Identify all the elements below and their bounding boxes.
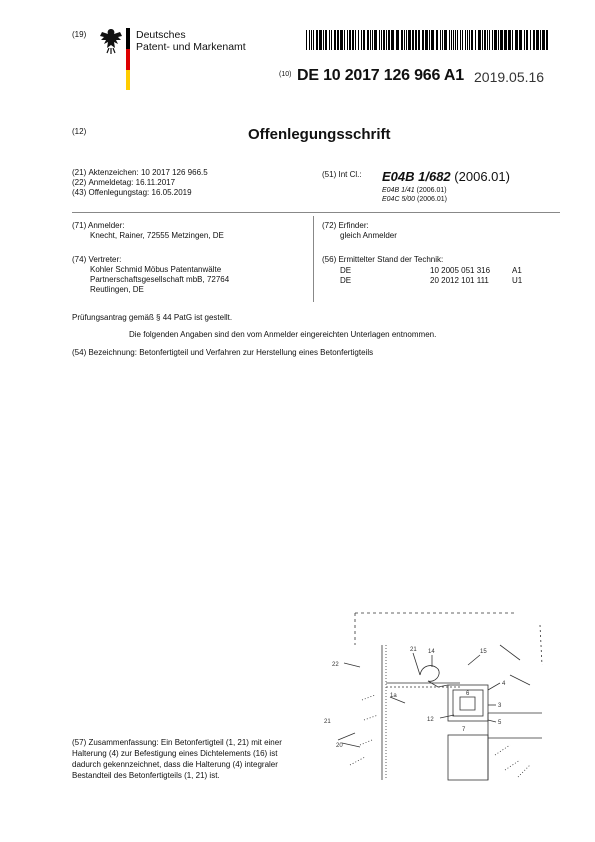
- barcode-bar: [469, 30, 470, 50]
- barcode-bar: [408, 30, 411, 50]
- barcode-bar: [457, 30, 458, 50]
- barcode-bar: [379, 30, 380, 50]
- figure-label-14: 14: [428, 649, 435, 655]
- abstract: [72, 737, 312, 781]
- int-cl-label: Int Cl.:: [338, 170, 362, 179]
- barcode-bar: [494, 30, 497, 50]
- barcode-bar: [334, 30, 336, 50]
- int-cl-year: (2006.01): [417, 196, 448, 203]
- rep-line: Partnerschaftsgesellschaft mbB, 72764: [90, 275, 230, 284]
- barcode-bar: [442, 30, 443, 50]
- prior-art-row: [322, 266, 552, 276]
- figure-label-1a: 1a: [390, 693, 397, 699]
- barcode-bar: [431, 30, 434, 50]
- int-cl-class: E04C 5/00: [382, 196, 416, 203]
- bib-code: (22): [72, 178, 87, 187]
- designation-label: Bezeichnung:: [88, 348, 137, 357]
- rep-line: Kohler Schmid Möbus Patentanwälte: [90, 265, 222, 274]
- barcode-bar: [391, 30, 394, 50]
- barcode-bar: [487, 30, 488, 50]
- barcode-bar: [344, 30, 345, 50]
- barcode-bar: [418, 30, 420, 50]
- bib-label: Anmeldetag:: [88, 178, 134, 187]
- int-cl-year: (2006.01): [416, 187, 447, 194]
- barcode-bar: [372, 30, 373, 50]
- barcode-bar: [425, 30, 428, 50]
- prior-kind: U1: [512, 276, 523, 285]
- barcode-bar: [388, 30, 390, 50]
- barcode-bar: [504, 30, 507, 50]
- designation-code: (54): [72, 348, 87, 357]
- bib-row-22: [72, 178, 208, 188]
- publication-date: 16.05.2019: [151, 188, 192, 197]
- barcode-bar: [404, 30, 405, 50]
- barcode-bar: [500, 30, 503, 50]
- barcode-bar: [331, 30, 332, 50]
- int-cl-class: E04B 1/41: [382, 187, 415, 194]
- prior-kind: A1: [512, 266, 522, 275]
- int-cl-others: [382, 186, 447, 204]
- barcode-bar: [519, 30, 522, 50]
- column-divider: [313, 216, 314, 302]
- code-19: (19): [72, 30, 87, 39]
- federal-eagle-icon: [98, 27, 124, 60]
- barcode-bar: [422, 30, 424, 50]
- figure-label-12: 12: [427, 717, 434, 723]
- applicant-code: (71): [72, 221, 87, 230]
- barcode-bar: [536, 30, 539, 50]
- prior-number: 20 2012 101 111: [430, 276, 489, 285]
- barcode-bar: [462, 30, 463, 50]
- barcode-bar: [526, 30, 528, 50]
- bib-code: (21): [72, 168, 87, 177]
- prior-art-block: [322, 255, 552, 286]
- barcode-bar: [482, 30, 483, 50]
- rep-code: (74): [72, 255, 87, 264]
- barcode: [306, 30, 550, 50]
- bib-label: Aktenzeichen:: [88, 168, 139, 177]
- barcode-bar: [337, 30, 339, 50]
- barcode-bar: [383, 30, 385, 50]
- patent-figure: [320, 605, 550, 785]
- code-10: (10): [279, 71, 292, 78]
- barcode-bar: [401, 30, 403, 50]
- int-cl-number: (51): [322, 170, 337, 179]
- bib-left: [72, 168, 208, 198]
- designation-text: Betonfertigteil und Verfahren zur Herstellung eines Betonfertigteils: [139, 348, 374, 357]
- barcode-bar: [530, 30, 531, 50]
- int-cl-main-class: E04B 1/682: [382, 169, 451, 184]
- barcode-bar: [313, 30, 314, 50]
- barcode-bar: [451, 30, 452, 50]
- figure-label-3: 3: [498, 703, 502, 709]
- representative-block: [72, 255, 229, 295]
- barcode-bar: [449, 30, 450, 50]
- barcode-bar: [347, 30, 348, 50]
- abstract-line: (57) Zusammenfassung: Ein Betonfertigteil (1, 21) mit einer: [72, 738, 282, 747]
- filing-date: 16.11.2017: [135, 178, 176, 187]
- barcode-bar: [352, 30, 354, 50]
- figure-label-22: 22: [332, 662, 339, 668]
- barcode-bar: [436, 30, 438, 50]
- barcode-bar: [475, 30, 476, 50]
- barcode-bar: [444, 30, 447, 50]
- barcode-bar: [412, 30, 414, 50]
- figure-label-5: 5: [498, 720, 502, 726]
- figure-label-4: 4: [502, 681, 506, 687]
- info-note: Die folgenden Angaben sind den vom Anmelder eingereichten Unterlagen entnommen.: [129, 330, 437, 339]
- figure-label-7: 7: [462, 727, 466, 733]
- figure-label-21b: 21: [324, 719, 331, 725]
- page-title: Offenlegungsschrift: [248, 126, 391, 143]
- exam-request: Prüfungsantrag gemäß § 44 PatG ist gestellt.: [72, 313, 233, 322]
- prior-art-row: [322, 276, 552, 286]
- barcode-bar: [508, 30, 511, 50]
- barcode-bar: [478, 30, 481, 50]
- abstract-line: Bestandteil des Betonfertigteils (1, 21) ist.: [72, 771, 220, 780]
- document-date: 2019.05.16: [474, 69, 545, 85]
- barcode-bar: [455, 30, 456, 50]
- barcode-bar: [306, 30, 307, 50]
- barcode-bar: [325, 30, 327, 50]
- barcode-bar: [460, 30, 461, 50]
- barcode-bar: [309, 30, 310, 50]
- int-cl-main-year: (2006.01): [454, 169, 510, 184]
- application-number: 10 2017 126 966.5: [140, 168, 208, 177]
- barcode-bar: [484, 30, 486, 50]
- barcode-bar: [429, 30, 430, 50]
- bib-label: Offenlegungstag:: [88, 188, 150, 197]
- barcode-bar: [498, 30, 499, 50]
- barcode-bar: [311, 30, 312, 50]
- int-cl-main: [382, 169, 510, 184]
- bib-code: (43): [72, 188, 87, 197]
- barcode-bar: [329, 30, 330, 50]
- barcode-bar: [374, 30, 377, 50]
- barcode-bar: [467, 30, 468, 50]
- barcode-bar: [471, 30, 473, 50]
- barcode-bar: [512, 30, 513, 50]
- inventor-label: Erfinder:: [338, 221, 369, 230]
- barcode-bar: [358, 30, 359, 50]
- barcode-bar: [355, 30, 356, 50]
- prior-code: (56): [322, 255, 337, 264]
- rep-line: Reutlingen, DE: [90, 285, 144, 294]
- flag-bar: [126, 28, 130, 90]
- barcode-bar: [386, 30, 387, 50]
- office-line-2: Patent- und Markenamt: [136, 41, 246, 53]
- barcode-bar: [381, 30, 382, 50]
- barcode-bar: [367, 30, 369, 50]
- barcode-bar: [415, 30, 417, 50]
- barcode-bar: [453, 30, 454, 50]
- barcode-bar: [524, 30, 525, 50]
- applicant-block: [72, 221, 224, 241]
- barcode-bar: [349, 30, 351, 50]
- divider: [72, 212, 560, 213]
- barcode-bar: [533, 30, 535, 50]
- barcode-bar: [465, 30, 466, 50]
- code-12: (12): [72, 127, 87, 136]
- barcode-bar: [323, 30, 324, 50]
- office-name: [136, 29, 246, 53]
- figure-label-6: 6: [466, 691, 470, 697]
- int-cl-code: [322, 170, 362, 180]
- barcode-bar: [370, 30, 371, 50]
- inventor-block: [322, 221, 397, 241]
- inventor-name: gleich Anmelder: [340, 231, 397, 240]
- barcode-bar: [316, 30, 318, 50]
- office-line-1: Deutsches: [136, 29, 186, 41]
- abstract-line: Halterung (4) zur Befestigung eines Dichtelements (16) ist: [72, 749, 278, 758]
- applicant-name: Knecht, Rainer, 72555 Metzingen, DE: [90, 231, 224, 240]
- document-number: DE 10 2017 126 966 A1: [297, 67, 464, 84]
- barcode-bar: [540, 30, 541, 50]
- figure-label-15: 15: [480, 649, 487, 655]
- designation: [72, 348, 373, 358]
- bib-row-21: [72, 168, 208, 178]
- barcode-bar: [546, 30, 548, 50]
- rep-label: Vertreter:: [88, 255, 122, 264]
- barcode-bar: [542, 30, 545, 50]
- barcode-bar: [489, 30, 490, 50]
- prior-label: Ermittelter Stand der Technik:: [338, 255, 444, 264]
- barcode-bar: [361, 30, 362, 50]
- applicant-label: Anmelder:: [88, 221, 125, 230]
- prior-number: 10 2005 051 316: [430, 266, 491, 275]
- figure-label-21: 21: [410, 647, 417, 653]
- barcode-bar: [406, 30, 407, 50]
- inventor-code: (72): [322, 221, 337, 230]
- barcode-bar: [363, 30, 365, 50]
- barcode-bar: [492, 30, 493, 50]
- prior-country: DE: [340, 276, 352, 285]
- barcode-bar: [515, 30, 518, 50]
- barcode-bar: [396, 30, 399, 50]
- barcode-bar: [319, 30, 322, 50]
- prior-country: DE: [340, 266, 352, 275]
- abstract-line: dadurch gekennzeichnet, dass die Halterung (4) integraler: [72, 760, 278, 769]
- bib-row-43: [72, 188, 208, 198]
- figure-label-20: 20: [336, 743, 343, 749]
- barcode-bar: [440, 30, 441, 50]
- barcode-bar: [340, 30, 343, 50]
